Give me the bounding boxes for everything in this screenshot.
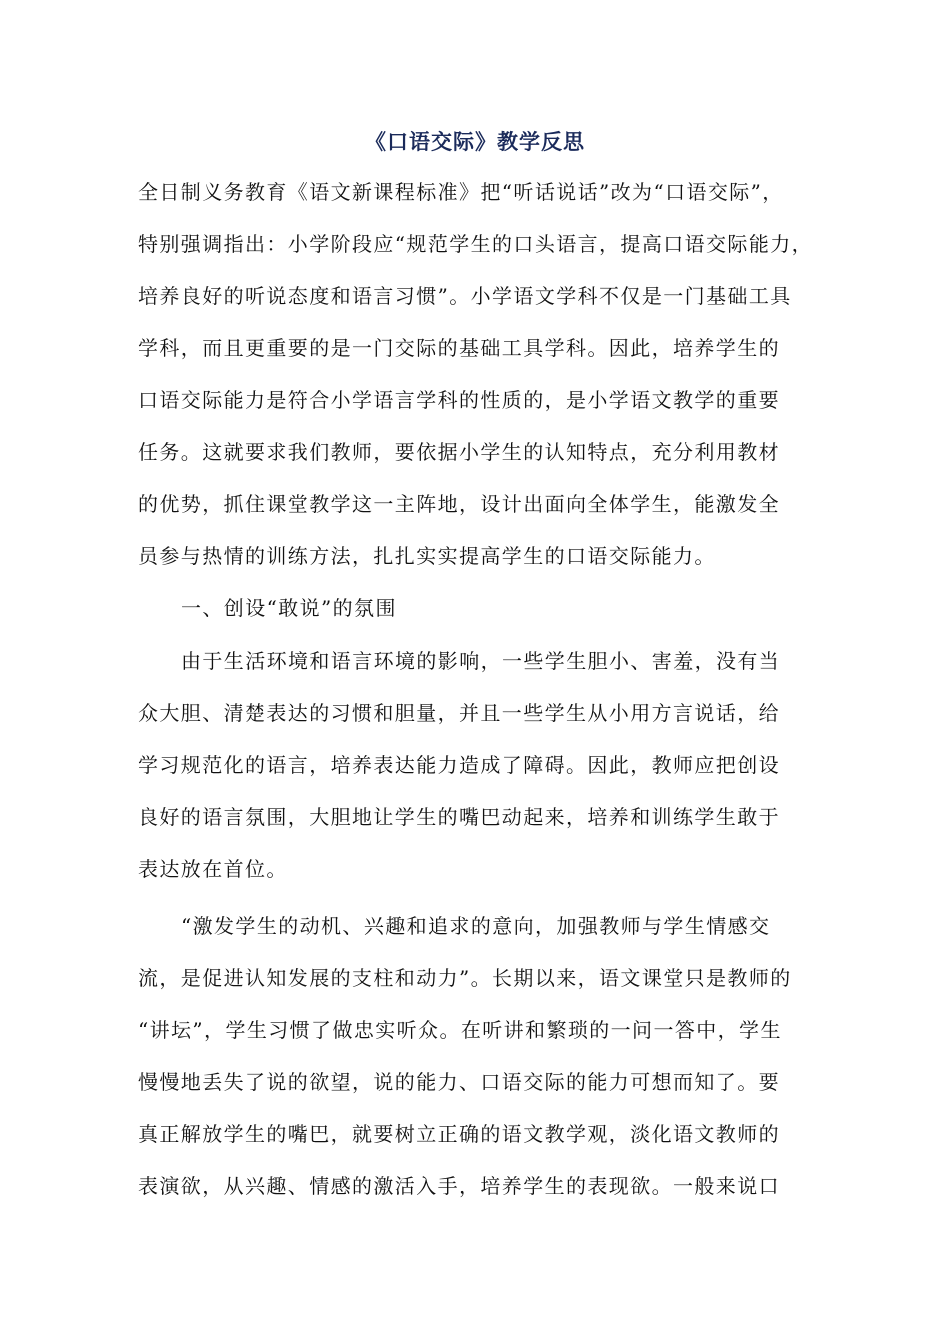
text-line-1: 全日制义务教育《语文新课程标准》把“听话说话”改为“口语交际”，: [138, 180, 784, 204]
text-line-12: 学习规范化的语言，培养表达能力造成了障碍。因此，教师应把创设: [138, 753, 780, 777]
text-line-16: 流，是促进认知发展的支柱和动力”。长期以来，语文课堂只是教师的: [138, 966, 792, 990]
text-line-10: 由于生活环境和语言环境的影响，一些学生胆小、害羞，没有当: [181, 649, 781, 673]
text-line-4: 学科，而且更重要的是一门交际的基础工具学科。因此，培养学生的: [138, 336, 780, 360]
text-line-2: 特别强调指出：小学阶段应“规范学生的口头语言，提高口语交际能力，: [138, 232, 814, 256]
document-title: 《口语交际》教学反思: [365, 129, 585, 154]
text-line-7: 的优势，抓住课堂教学这一主阵地，设计出面向全体学生，能激发全: [138, 492, 780, 516]
text-line-5: 口语交际能力是符合小学语言学科的性质的，是小学语文教学的重要: [138, 388, 780, 412]
text-line-14: 表达放在首位。: [138, 857, 288, 881]
text-line-20: 表演欲，从兴趣、情感的激活入手，培养学生的表现欲。一般来说口: [138, 1174, 780, 1198]
text-line-8: 员参与热情的训练方法，扎扎实实提高学生的口语交际能力。: [138, 544, 716, 568]
text-line-18: 慢慢地丢失了说的欲望，说的能力、口语交际的能力可想而知了。要: [138, 1070, 780, 1094]
text-line-15: “激发学生的动机、兴趣和追求的意向，加强教师与学生情感交: [181, 914, 771, 938]
text-line-6: 任务。这就要求我们教师，要依据小学生的认知特点，充分利用教材: [138, 440, 780, 464]
text-line-3: 培养良好的听说态度和语言习惯”。小学语文学科不仅是一门基础工具: [138, 284, 792, 308]
section-heading-1: 一、创设“敢说”的氛围: [181, 596, 397, 620]
text-line-13: 良好的语言氛围，大胆地让学生的嘴巴动起来，培养和训练学生敢于: [138, 805, 780, 829]
text-line-19: 真正解放学生的嘴巴，就要树立正确的语文教学观，淡化语文教师的: [138, 1122, 780, 1146]
text-line-11: 众大胆、清楚表达的习惯和胆量，并且一些学生从小用方言说话，给: [138, 701, 780, 725]
text-line-17: “讲坛”，学生习惯了做忠实听众。在听讲和繁琐的一问一答中，学生: [138, 1018, 782, 1042]
